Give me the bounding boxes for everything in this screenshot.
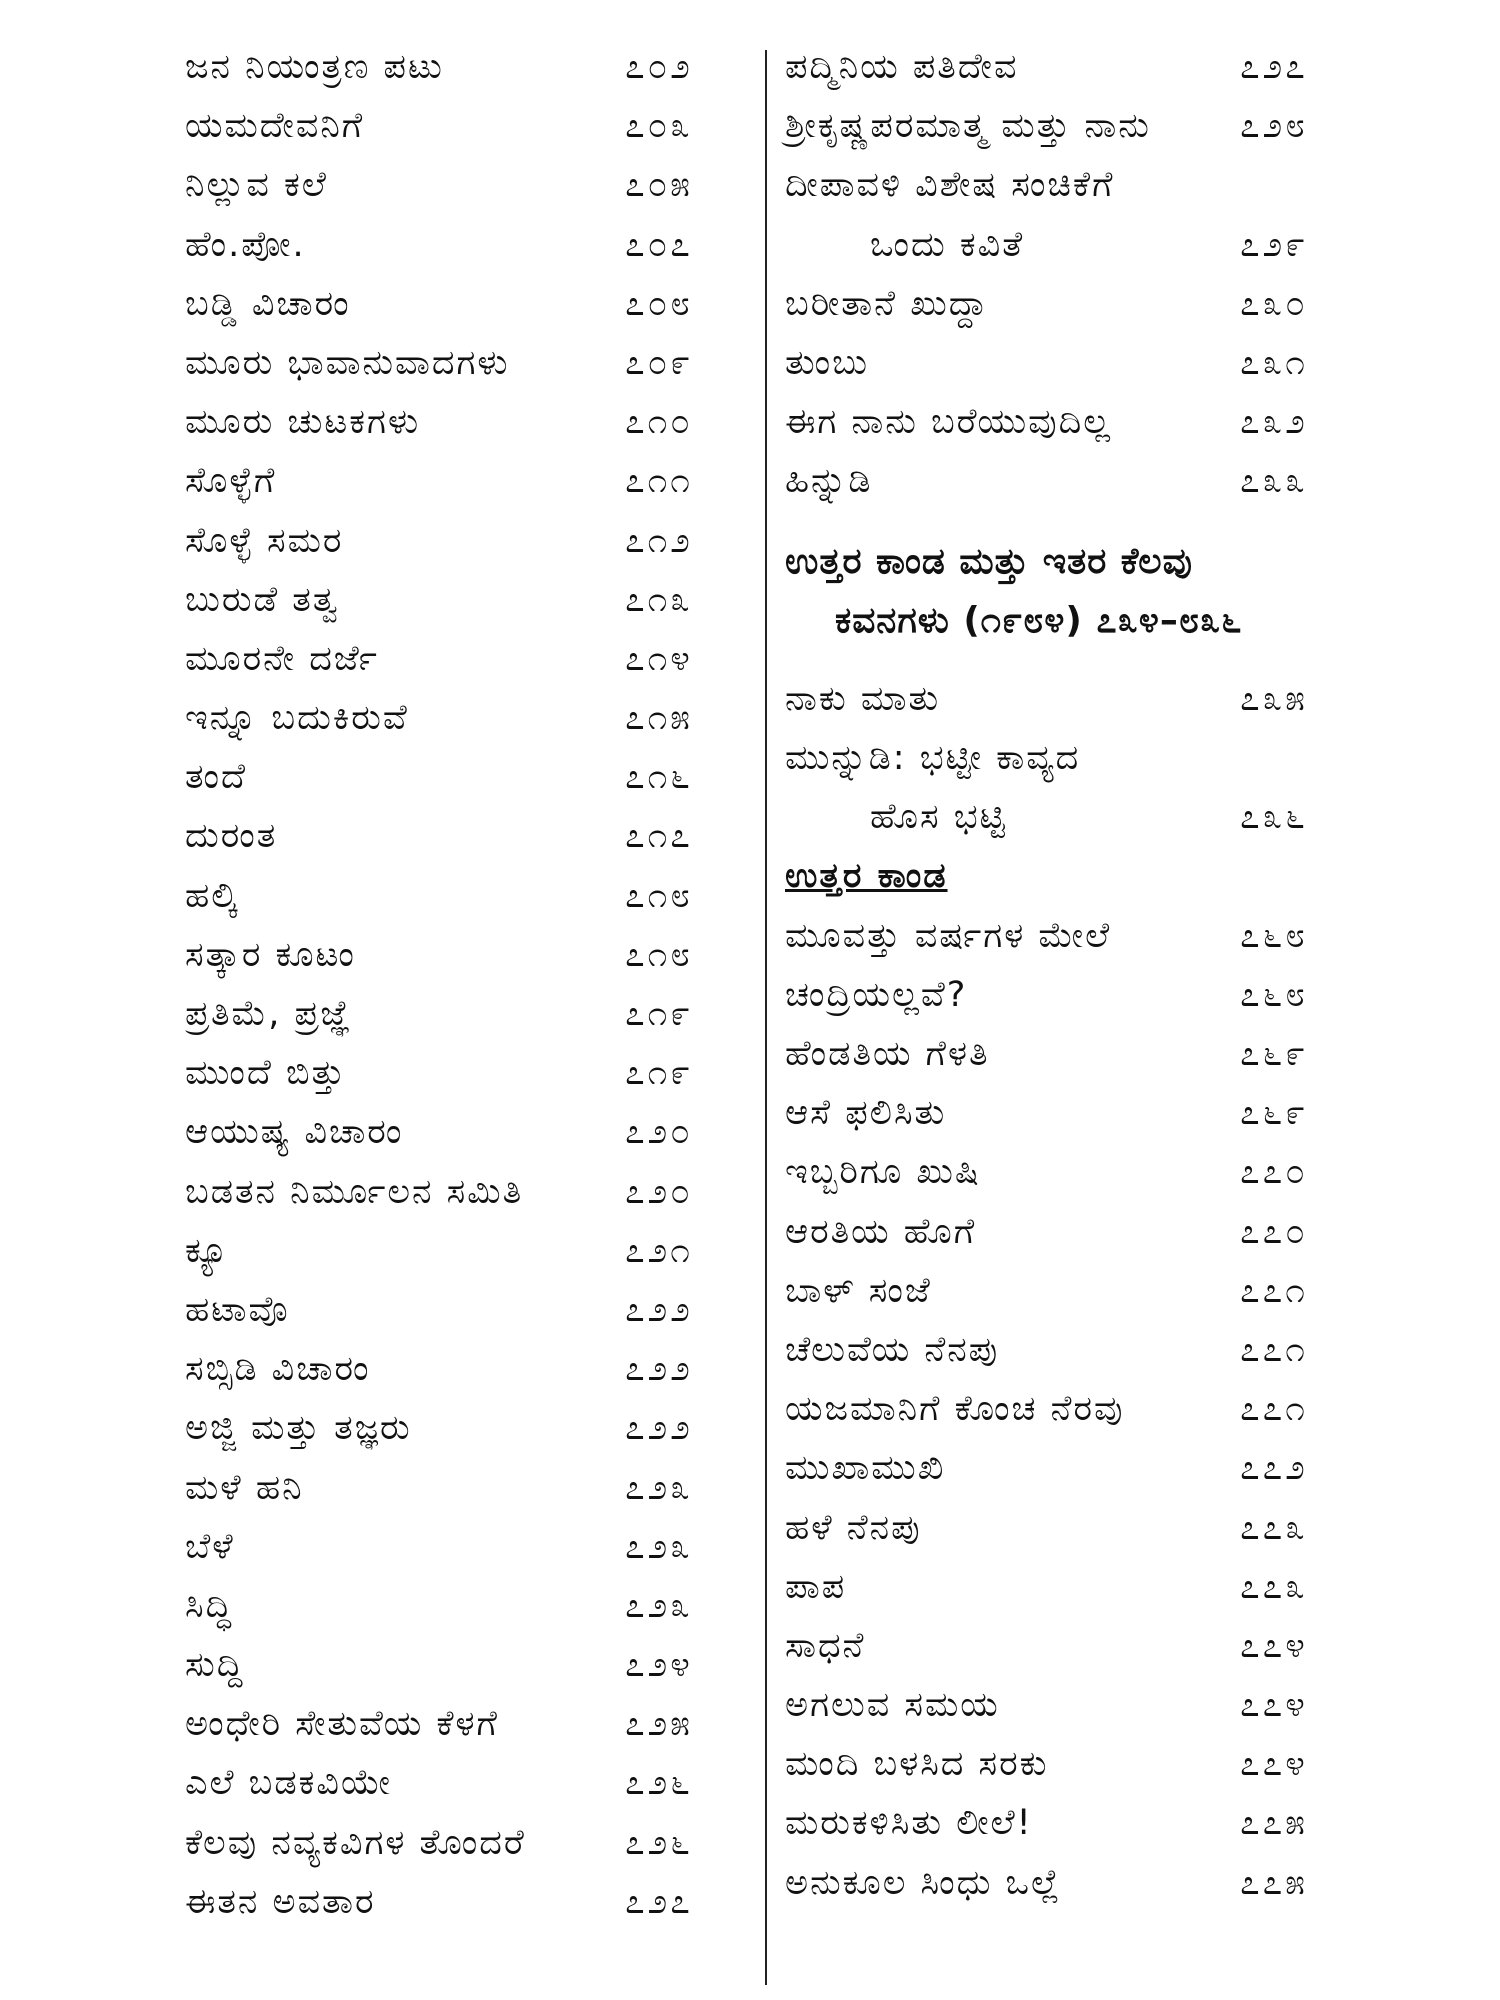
toc-entry-title: ಕ್ಯೂ xyxy=(185,1230,230,1271)
toc-entry xyxy=(785,916,1345,975)
toc-entry xyxy=(785,1685,1345,1744)
toc-entry-title: ಮೂರು ಚುಟಕಗಳು xyxy=(185,402,421,443)
toc-entry-title: ಈಗ ನಾನು ಬರೆಯುವುದಿಲ್ಲ xyxy=(785,402,1113,443)
toc-entry-title: ಹೆಂಡತಿಯ ಗೆಳತಿ xyxy=(785,1034,990,1074)
right-top-list xyxy=(785,47,1345,521)
toc-entry xyxy=(785,1626,1345,1685)
toc-entry-page: ೭೧೮ xyxy=(625,934,693,975)
toc-entry-title: ಹೆಂ.ಪೋ. xyxy=(185,224,306,265)
toc-entry-page: ೭೨೨ xyxy=(625,1408,693,1449)
toc-entry-page: ೭೭೦ xyxy=(1240,1152,1308,1193)
toc-entry-page: ೭೬೮ xyxy=(1240,915,1308,956)
column-divider xyxy=(765,50,767,1985)
toc-entry-title: ಬೆಳೆ xyxy=(185,1526,235,1567)
toc-entry-page: ೭೬೯ xyxy=(1240,1034,1308,1074)
toc-entry xyxy=(185,816,745,875)
toc-entry xyxy=(785,343,1345,402)
toc-entry xyxy=(785,1152,1345,1211)
toc-entry-title: ಆಯುಷ್ಯ ವಿಚಾರಂ xyxy=(185,1112,404,1153)
toc-entry-page: ೭೭೩ xyxy=(1240,1507,1308,1548)
toc-entry xyxy=(185,1172,745,1231)
toc-entry-page: ೭೦೨ xyxy=(625,47,693,87)
toc-entry-title: ಮೂರನೇ ದರ್ಜೆ xyxy=(185,638,379,679)
toc-entry xyxy=(185,225,745,284)
toc-entry-title: ಚೆಲುವೆಯ ನೆನಪು xyxy=(785,1329,1000,1370)
toc-entry xyxy=(185,1053,745,1112)
toc-entry-title: ಇಬ್ಬರಿಗೂ ಖುಷಿ xyxy=(785,1152,981,1193)
toc-entry-page: ೭೧೯ xyxy=(625,994,693,1034)
toc-entry-page: ೭೦೭ xyxy=(625,224,693,265)
toc-entry-title: ಸೊಳ್ಳೆ ಸಮರ xyxy=(185,520,344,561)
toc-entry-page: ೭೧೪ xyxy=(625,638,693,679)
toc-entry xyxy=(785,1093,1345,1152)
toc-entry-title: ಆಸೆ ಫಲಿಸಿತು xyxy=(785,1093,947,1134)
toc-entry xyxy=(185,757,745,816)
toc-entry-title: ಮೂರು ಭಾವಾನುವಾದಗಳು xyxy=(185,342,510,383)
toc-entry-page: ೭೭೪ xyxy=(1240,1625,1308,1666)
toc-entry-page: ೭೨೬ xyxy=(625,1822,693,1863)
toc-entry-title: ನಿಲ್ಲುವ ಕಲೆ xyxy=(185,165,328,206)
toc-entry xyxy=(785,1212,1345,1271)
right-column xyxy=(785,47,1345,1922)
toc-entry-title: ಮುನ್ನುಡಿ: ಭಟ್ಟೀ ಕಾವ್ಯದ xyxy=(785,738,1081,779)
toc-entry xyxy=(185,521,745,580)
intro-list xyxy=(785,679,1345,857)
toc-entry-page: ೭೩೬ xyxy=(1240,797,1308,838)
toc-entry-title: ಸಬ್ಸಿಡಿ ವಿಚಾರಂ xyxy=(185,1349,371,1390)
toc-entry-page: ೭೨೫ xyxy=(625,1704,693,1745)
toc-entry xyxy=(185,580,745,639)
toc-entry-title: ನಾಕು ಮಾತು xyxy=(785,678,941,719)
toc-entry xyxy=(785,1863,1345,1922)
toc-entry-title: ಈತನ ಅವತಾರ xyxy=(185,1881,376,1922)
toc-entry xyxy=(185,106,745,165)
toc-entry xyxy=(185,994,745,1053)
toc-entry-title: ತಂದೆ xyxy=(185,757,248,798)
toc-entry-page: ೭೨೯ xyxy=(1240,224,1308,265)
toc-entry-page: ೭೨೦ xyxy=(625,1171,693,1212)
toc-entry-title: ಸತ್ಕಾರ ಕೂಟಂ xyxy=(185,934,356,975)
toc-entry-page: ೭೨೦ xyxy=(625,1112,693,1153)
toc-entry-title: ಪ್ರತಿಮೆ, ಪ್ರಜ್ಞೆ xyxy=(185,994,353,1034)
toc-entry-title: ಹಳೆ ನೆನಪು xyxy=(785,1507,922,1548)
toc-entry-title: ಪಾಪ xyxy=(785,1566,847,1607)
toc-entry-title: ಒಂದು ಕವಿತೆ xyxy=(870,224,1025,265)
toc-entry-title: ಯಮದೇವನಿಗೆ xyxy=(185,106,365,147)
toc-entry-page: ೭೭೧ xyxy=(1240,1270,1308,1311)
toc-entry xyxy=(785,165,1345,224)
toc-entry xyxy=(185,935,745,994)
toc-entry xyxy=(185,876,745,935)
toc-entry-title: ಚಂದ್ರಿಯಲ್ಲವೆ? xyxy=(785,974,968,1015)
toc-entry-page: ೭೨೧ xyxy=(625,1230,693,1271)
toc-entry xyxy=(185,284,745,343)
toc-entry-title: ಎಲೆ ಬಡಕವಿಯೇ xyxy=(185,1763,392,1804)
toc-entry xyxy=(185,402,745,461)
section-heading-2 xyxy=(785,600,1345,659)
toc-entry-page: ೭೧೮ xyxy=(625,875,693,916)
toc-entry-page: ೭೦೮ xyxy=(625,283,693,324)
toc-entry-title: ದೀಪಾವಳಿ ವಿಶೇಷ ಸಂಚಿಕೆಗೆ xyxy=(785,165,1115,206)
toc-entry xyxy=(185,165,745,224)
toc-entry-title: ತುಂಬು xyxy=(785,342,870,383)
toc-entry xyxy=(185,1112,745,1171)
toc-entry-title: ಬುರುಡೆ ತತ್ವ xyxy=(185,579,340,620)
toc-entry xyxy=(185,47,745,106)
toc-entry xyxy=(185,1586,745,1645)
toc-entry xyxy=(785,47,1345,106)
toc-entry-page: ೭೧೯ xyxy=(625,1053,693,1094)
toc-entry-page: ೭೧೦ xyxy=(625,402,693,443)
toc-entry-page: ೭೨೨ xyxy=(625,1289,693,1330)
toc-entry xyxy=(785,284,1345,343)
toc-entry-page: ೭೨೭ xyxy=(1240,47,1308,87)
toc-entry xyxy=(185,1349,745,1408)
toc-entry-page: ೭೨೩ xyxy=(625,1585,693,1626)
subsection-heading: ಉತ್ತರ ಕಾಂಡ xyxy=(785,856,948,897)
toc-entry-page: ೭೭೫ xyxy=(1240,1862,1308,1903)
toc-entry-title: ಮೂವತ್ತು ವರ್ಷಗಳ ಮೇಲೆ xyxy=(785,915,1112,956)
subsection-list xyxy=(785,916,1345,1922)
toc-entry xyxy=(185,698,745,757)
toc-entry xyxy=(785,225,1345,284)
toc-entry-page: ೭೭೦ xyxy=(1240,1211,1308,1252)
toc-entry xyxy=(785,797,1345,856)
toc-entry xyxy=(185,1763,745,1822)
section-heading-line2: ಕವನಗಳು (೧೯೮೪) ೭೩೪–೮೩೬ xyxy=(835,599,1243,641)
toc-entry xyxy=(785,975,1345,1034)
toc-entry-page: ೭೧೬ xyxy=(625,757,693,798)
toc-entry-page: ೭೩೩ xyxy=(1240,461,1308,502)
toc-entry-title: ಅಜ್ಜಿ ಮತ್ತು ತಜ್ಞರು xyxy=(185,1408,412,1449)
toc-entry-title: ಅಗಲುವ ಸಮಯ xyxy=(785,1685,1000,1726)
toc-entry xyxy=(185,639,745,698)
toc-entry-page: ೭೦೫ xyxy=(625,165,693,206)
toc-entry-page: ೭೨೬ xyxy=(625,1763,693,1804)
toc-entry-page: ೭೭೨ xyxy=(1240,1448,1308,1489)
toc-entry-page: ೭೭೧ xyxy=(1240,1329,1308,1370)
toc-entry-title: ಹಿನ್ನುಡಿ xyxy=(785,461,873,502)
toc-entry xyxy=(785,1803,1345,1862)
toc-entry-page: ೭೩೧ xyxy=(1240,342,1308,383)
toc-entry-title: ಮರುಕಳಿಸಿತು ಲೀಲೆ! xyxy=(785,1803,1033,1844)
toc-entry-page: ೭೧೩ xyxy=(625,579,693,620)
toc-entry xyxy=(785,1567,1345,1626)
toc-entry xyxy=(785,106,1345,165)
toc-entry xyxy=(185,1527,745,1586)
toc-entry-title: ಮಳೆ ಹನಿ xyxy=(185,1467,304,1508)
toc-entry-title: ಮಂದಿ ಬಳಸಿದ ಸರಕು xyxy=(785,1744,1049,1785)
toc-entry-page: ೭೬೯ xyxy=(1240,1093,1308,1134)
toc-entry-page: ೭೭೧ xyxy=(1240,1389,1308,1430)
toc-entry-title: ಹೊಸ ಭಟ್ಟಿ xyxy=(870,797,1007,838)
toc-entry-page: ೭೭೪ xyxy=(1240,1744,1308,1785)
toc-entry xyxy=(185,1231,745,1290)
toc-entry-page: ೭೦೩ xyxy=(625,106,693,147)
toc-entry xyxy=(785,1389,1345,1448)
toc-entry-page: ೭೨೪ xyxy=(625,1645,693,1686)
toc-entry xyxy=(785,1271,1345,1330)
toc-entry xyxy=(785,679,1345,738)
toc-entry xyxy=(185,1823,745,1882)
toc-entry-title: ಅಂಧೇರಿ ಸೇತುವೆಯ ಕೆಳಗೆ xyxy=(185,1704,499,1745)
toc-entry-page: ೭೨೭ xyxy=(625,1881,693,1922)
toc-entry xyxy=(785,461,1345,520)
toc-entry-page: ೭೦೯ xyxy=(625,342,693,383)
section-heading xyxy=(785,541,1345,600)
toc-entry xyxy=(185,461,745,520)
toc-entry-page: ೭೧೨ xyxy=(625,520,693,561)
toc-entry-page: ೭೭೫ xyxy=(1240,1803,1308,1844)
toc-entry-title: ಮುಖಾಮುಖಿ xyxy=(785,1448,946,1489)
toc-entry-title: ಮುಂದೆ ಬಿತ್ತು xyxy=(185,1053,347,1094)
toc-entry-title: ಸುದ್ದಿ xyxy=(185,1645,245,1686)
toc-entry xyxy=(785,1744,1345,1803)
toc-entry-title: ದುರಂತ xyxy=(185,816,278,857)
toc-entry-page: ೭೨೩ xyxy=(625,1526,693,1567)
toc-entry xyxy=(785,738,1345,797)
toc-entry-title: ಹಟಾವೊ xyxy=(185,1289,290,1330)
toc-entry xyxy=(185,1882,745,1941)
toc-entry xyxy=(185,1408,745,1467)
toc-entry-page: ೭೧೭ xyxy=(625,816,693,857)
toc-entry-page: ೭೧೧ xyxy=(625,461,693,502)
toc-entry-title: ಇನ್ನೂ ಬದುಕಿರುವೆ xyxy=(185,698,409,739)
toc-entry-title: ಜನ ನಿಯಂತ್ರಣ ಪಟು xyxy=(185,47,444,87)
toc-entry-page: ೭೧೫ xyxy=(625,698,693,739)
section-heading-line1: ಉತ್ತರ ಕಾಂಡ ಮತ್ತು ಇತರ ಕೆಲವು xyxy=(785,540,1193,582)
toc-entry-page: ೭೭೪ xyxy=(1240,1685,1308,1726)
toc-entry-page: ೭೩೫ xyxy=(1240,678,1308,719)
toc-entry-title: ಸಾಧನೆ xyxy=(785,1625,866,1666)
toc-entry-page: ೭೭೩ xyxy=(1240,1566,1308,1607)
toc-entry-title: ಬರೀತಾನೆ ಖುದ್ದಾ xyxy=(785,283,989,324)
left-column xyxy=(185,47,745,1941)
toc-entry-title: ಬಾಳ್ ಸಂಜೆ xyxy=(785,1270,932,1311)
toc-entry xyxy=(185,1290,745,1349)
toc-entry-page: ೭೨೮ xyxy=(1240,106,1308,147)
toc-entry-page: ೭೩೨ xyxy=(1240,402,1308,443)
toc-entry-page: ೭೨೩ xyxy=(625,1467,693,1508)
toc-entry-title: ಶ್ರೀಕೃಷ್ಣಪರಮಾತ್ಮ ಮತ್ತು ನಾನು xyxy=(785,106,1151,147)
toc-entry-title: ಅನುಕೂಲ ಸಿಂಧು ಒಲ್ಲೆ xyxy=(785,1862,1062,1903)
toc-entry xyxy=(185,1468,745,1527)
toc-entry xyxy=(785,1448,1345,1507)
subsection-heading-row xyxy=(785,856,1345,915)
toc-entry-title: ಸೊಳ್ಳೆಗೆ xyxy=(185,461,277,502)
toc-entry xyxy=(785,402,1345,461)
toc-entry-title: ಬಡತನ ನಿರ್ಮೂಲನ ಸಮಿತಿ xyxy=(185,1171,524,1212)
toc-entry xyxy=(185,1645,745,1704)
toc-entry-title: ಬಡ್ಡಿ ವಿಚಾರಂ xyxy=(185,283,351,324)
toc-entry-title: ಪದ್ಮಿನಿಯ ಪತಿದೇವ xyxy=(785,47,1019,87)
toc-entry-page: ೭೨೨ xyxy=(625,1349,693,1390)
toc-entry xyxy=(185,1704,745,1763)
toc-entry-title: ಹಲ್ಕಿ xyxy=(185,875,239,916)
toc-entry-page: ೭೩೦ xyxy=(1240,283,1308,324)
toc-entry-page: ೭೬೮ xyxy=(1240,974,1308,1015)
toc-entry xyxy=(185,343,745,402)
toc-entry-title: ಆರತಿಯ ಹೊಗೆ xyxy=(785,1211,977,1252)
toc-entry-title: ಕೆಲವು ನವ್ಯಕವಿಗಳ ತೊಂದರೆ xyxy=(185,1822,526,1863)
toc-entry xyxy=(785,1034,1345,1093)
toc-entry-title: ಯಜಮಾನಿಗೆ ಕೊಂಚ ನೆರವು xyxy=(785,1389,1125,1430)
toc-entry xyxy=(785,1508,1345,1567)
toc-entry xyxy=(785,1330,1345,1389)
toc-entry-title: ಸಿದ್ಧಿ xyxy=(185,1585,234,1626)
